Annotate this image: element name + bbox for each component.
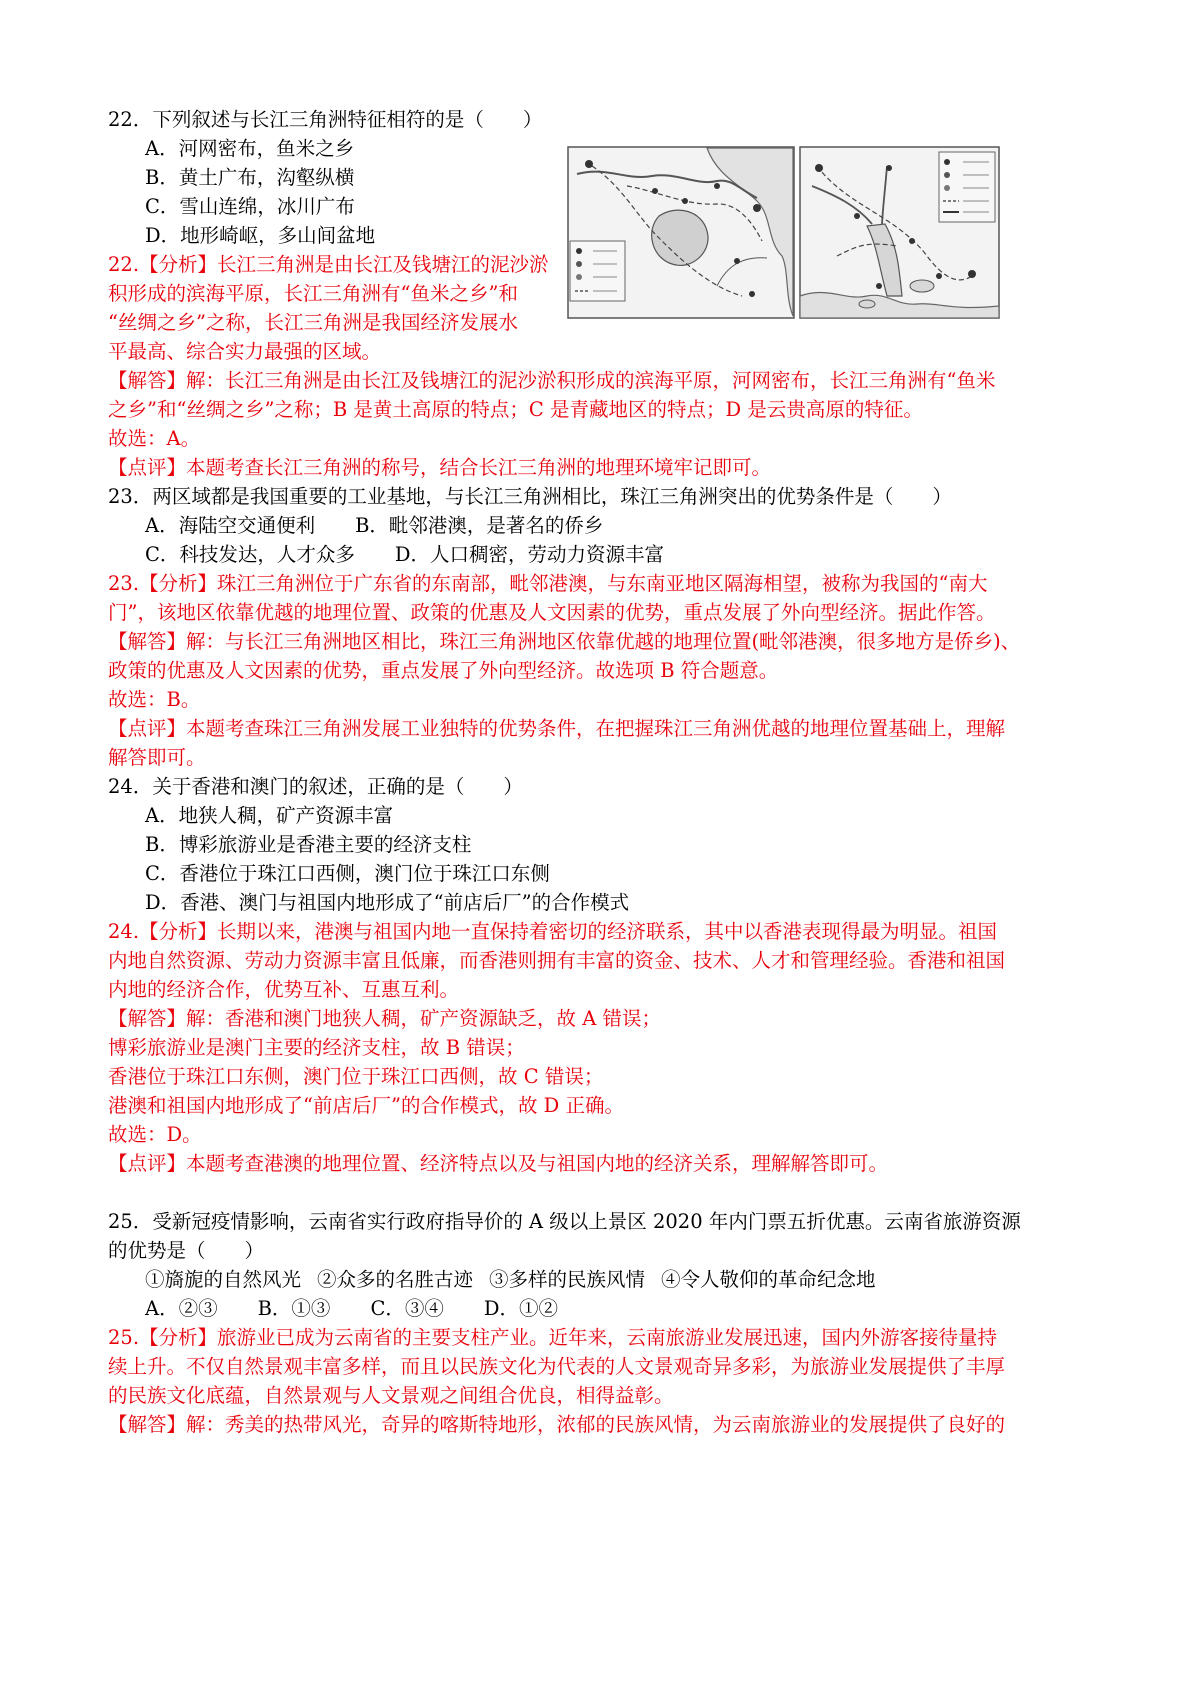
question-24-choice: 故选：D。 [108, 1123, 202, 1146]
question-24-comment: 【点评】本题考查港澳的地理位置、经济特点以及与祖国内地的经济关系，理解解答即可。 [108, 1152, 889, 1175]
question-22-option-c: C．雪山连绵，冰川广布 [145, 195, 355, 218]
question-23-option-row [108, 540, 1108, 569]
question-23-option-c: C．科技发达，人才众多 [145, 543, 355, 566]
question-25-option-row [108, 1294, 1108, 1323]
question-23-analysis: 门”，该地区依靠优越的地理位置、政策的优惠及人文因素的优势，重点发展了外向型经济。据此作答。 [108, 601, 996, 624]
question-24-analysis: 内地的经济合作，优势互补、互惠互利。 [108, 978, 460, 1001]
question-25-option-b: B．①③ [257, 1297, 331, 1320]
question-25-option-a: A．②③ [145, 1297, 218, 1320]
question-25-stem: 25．受新冠疫情影响，云南省实行政府指导价的 A 级以上景区 2020 年内门票五折优惠。云南省旅游资源 [108, 1210, 1021, 1233]
question-25-analysis: 续上升。不仅自然景观丰富多样，而且以民族文化为代表的人文景观奇异多彩，为旅游业发展提供了丰厚 [108, 1355, 1006, 1378]
question-25-item-1: ①旖旎的自然风光 [145, 1268, 302, 1291]
question-23-option-row [108, 511, 1108, 540]
question-25-item-3: ③多样的民族风情 [489, 1268, 646, 1291]
question-24-analysis: 24.【分析】长期以来，港澳与祖国内地一直保持着密切的经济联系，其中以香港表现得最为明显。祖国 [108, 920, 998, 943]
question-22-option-a: A．河网密布，鱼米之乡 [145, 137, 355, 160]
question-25-answer: 【解答】解：秀美的热带风光，奇异的喀斯特地形，浓郁的民族风情，为云南旅游业的发展提供了良好的 [108, 1413, 1006, 1436]
question-24-answer: 港澳和祖国内地形成了“前店后厂”的合作模式，故 D 正确。 [108, 1094, 624, 1117]
question-22-analysis: 22.【分析】长江三角洲是由长江及钱塘江的泥沙淤 [108, 253, 549, 276]
question-25-item-4: ④令人敬仰的革命纪念地 [661, 1268, 876, 1291]
question-24-option-d: D．香港、澳门与祖国内地形成了“前店后厂”的合作模式 [145, 891, 630, 914]
blank-line [108, 1178, 1108, 1207]
question-24-option-b: B．博彩旅游业是香港主要的经济支柱 [145, 833, 472, 856]
question-22-answer: 【解答】解：长江三角洲是由长江及钱塘江的泥沙淤积形成的滨海平原，河网密布，长江三角洲有“鱼米 [108, 369, 996, 392]
question-22-analysis: 平最高、综合实力最强的区域。 [108, 340, 382, 363]
question-23-option-a: A．海陆空交通便利 [145, 514, 316, 537]
question-22-option-d: D．地形崎岖，多山间盆地 [145, 224, 376, 247]
question-23-comment: 解答即可。 [108, 746, 206, 769]
question-22-answer: 之乡”和“丝绸之乡”之称；B 是黄土高原的特点；C 是青藏地区的特点；D 是云贵高原的特征。 [108, 398, 923, 421]
question-23-answer: 政策的优惠及人文因素的优势，重点发展了外向型经济。故选项 B 符合题意。 [108, 659, 779, 682]
question-22-option-b: B．黄土广布，沟壑纵横 [145, 166, 355, 189]
document-page [108, 105, 1108, 1439]
question-23-answer: 【解答】解：与长江三角洲地区相比，珠江三角洲地区依靠优越的地理位置(毗邻港澳，很多地方是侨乡)、 [108, 630, 1021, 653]
question-23-option-b: B．毗邻港澳，是著名的侨乡 [355, 514, 604, 537]
question-25-item-2: ②众多的名胜古迹 [317, 1268, 474, 1291]
question-23-stem: 23．两区域都是我国重要的工业基地，与长江三角洲相比，珠江三角洲突出的优势条件是（ ） [108, 485, 952, 508]
question-24-answer: 【解答】解：香港和澳门地狭人稠，矿产资源缺乏，故 A 错误； [108, 1007, 661, 1030]
question-24-answer: 博彩旅游业是澳门主要的经济支柱，故 B 错误； [108, 1036, 525, 1059]
question-25-option-c: C．③④ [370, 1297, 444, 1320]
question-24-stem: 24．关于香港和澳门的叙述，正确的是（ ） [108, 775, 523, 798]
question-23-analysis: 23.【分析】珠江三角洲位于广东省的东南部，毗邻港澳，与东南亚地区隔海相望，被称为我国的“南大 [108, 572, 988, 595]
question-25-analysis: 25.【分析】旅游业已成为云南省的主要支柱产业。近年来，云南旅游业发展迅速，国内外游客接待量持 [108, 1326, 998, 1349]
question-24-option-a: A．地狭人稠，矿产资源丰富 [145, 804, 394, 827]
question-24-analysis: 内地自然资源、劳动力资源丰富且低廉，而香港则拥有丰富的资金、技术、人才和管理经验。香港和祖国 [108, 949, 1006, 972]
question-22-analysis: “丝绸之乡”之称，长江三角洲是我国经济发展水 [108, 311, 518, 334]
question-22-analysis: 积形成的滨海平原，长江三角洲有“鱼米之乡”和 [108, 282, 518, 305]
question-22-stem: 22．下列叙述与长江三角洲特征相符的是（ ） [108, 108, 543, 131]
question-25-analysis: 的民族文化底蕴，自然景观与人文景观之间组合优良，相得益彰。 [108, 1384, 674, 1407]
question-25-stem: 的优势是（ ） [108, 1239, 265, 1262]
question-22-comment: 【点评】本题考查长江三角洲的称号，结合长江三角洲的地理环境牢记即可。 [108, 456, 772, 479]
question-24-option-c: C．香港位于珠江口西侧，澳门位于珠江口东侧 [145, 862, 550, 885]
question-23-comment: 【点评】本题考查珠江三角洲发展工业独特的优势条件，在把握珠江三角洲优越的地理位置基础上，理解 [108, 717, 1006, 740]
question-24-answer: 香港位于珠江口东侧，澳门位于珠江口西侧，故 C 错误； [108, 1065, 604, 1088]
question-23-choice: 故选：B。 [108, 688, 201, 711]
question-25-item-row [108, 1265, 1108, 1294]
question-22-choice: 故选：A。 [108, 427, 201, 450]
question-23-option-d: D．人口稠密，劳动力资源丰富 [394, 543, 665, 566]
question-25-option-d: D．①② [483, 1297, 558, 1320]
